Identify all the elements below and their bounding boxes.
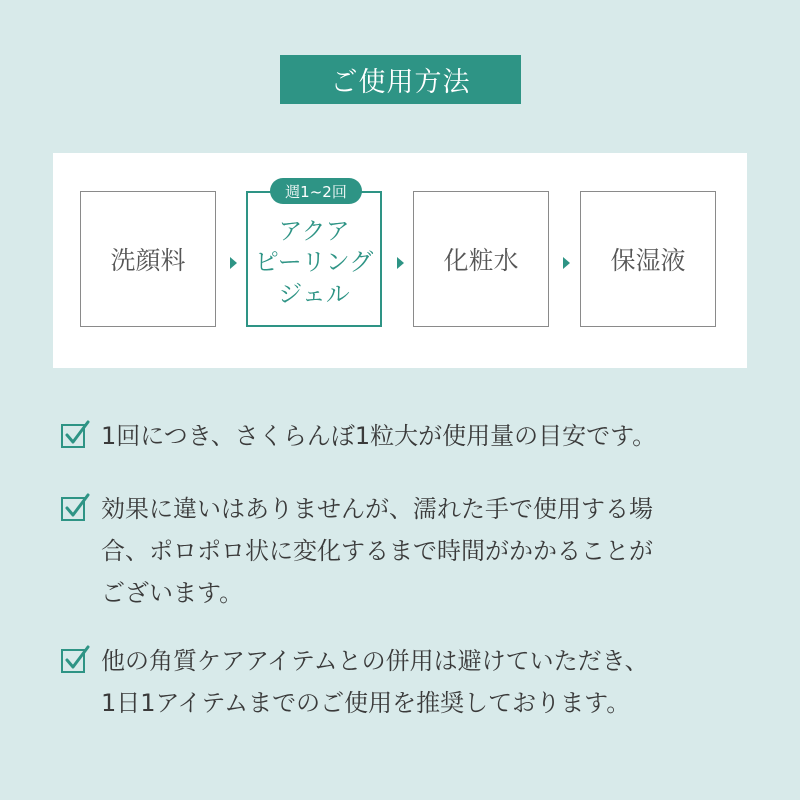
step-label-line: アクア xyxy=(278,217,350,246)
note-line: 他の角質ケアアイテムとの併用は避けていただき、 xyxy=(101,647,649,675)
page-title-text: ご使用方法 xyxy=(330,67,471,98)
step-label-line: ピーリング xyxy=(254,248,374,277)
steps-panel xyxy=(53,153,747,368)
note-line: ございます。 xyxy=(101,579,244,607)
note-line: 1日1アイテムまでのご使用を推奨しております。 xyxy=(101,689,631,717)
step-toner xyxy=(413,191,549,327)
checkbox-check-icon xyxy=(60,645,90,675)
note-line: 効果に違いはありませんが、濡れた手で使用する場 xyxy=(101,495,653,523)
step-label: 洗顔料 xyxy=(110,246,186,275)
page-title xyxy=(280,55,521,104)
note-item xyxy=(60,415,750,457)
note-line: 1回につき、さくらんぼ1粒大が使用量の目安です。 xyxy=(101,422,657,450)
step-label: 化粧水 xyxy=(443,246,519,275)
frequency-badge-text: 週1~2回 xyxy=(285,182,347,201)
step-cleanser xyxy=(80,191,216,327)
step-peeling-gel xyxy=(246,191,382,327)
checkbox-check-icon xyxy=(60,493,90,523)
note-line: 合、ポロポロ状に変化するまで時間がかかることが xyxy=(101,537,653,565)
triangle-right-icon xyxy=(397,257,404,269)
triangle-right-icon xyxy=(563,257,570,269)
note-item xyxy=(60,640,750,724)
step-label-line: ジェル xyxy=(278,279,350,308)
checkbox-check-icon xyxy=(60,420,90,450)
step-label: 保湿液 xyxy=(610,246,686,275)
frequency-badge xyxy=(270,178,362,204)
step-moisturizer xyxy=(580,191,716,327)
triangle-right-icon xyxy=(230,257,237,269)
note-item xyxy=(60,488,750,614)
